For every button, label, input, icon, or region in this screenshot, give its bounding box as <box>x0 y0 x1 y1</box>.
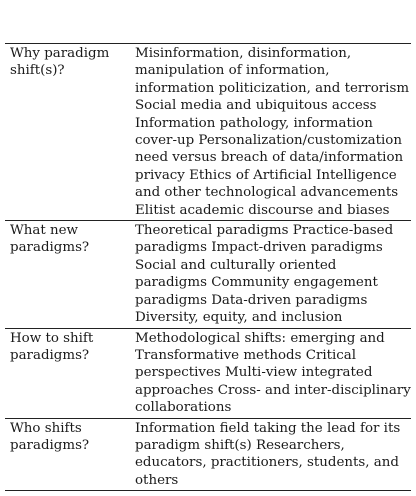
row-question: What new paradigms? <box>10 223 90 256</box>
table-row <box>5 419 411 492</box>
paradigm-shift-table <box>5 43 411 491</box>
row-question: Why paradigm shift(s)? <box>10 46 110 79</box>
row-answer: Information field taking the lead for its paradigm shift(s) Researchers, educators, practitioners, students, and others <box>135 420 401 488</box>
table-row <box>5 44 411 221</box>
row-answer: Theoretical paradigms Practice-based paradigms Impact-driven paradigms Social and culturally oriented paradigms Community engagement paradigms Data-driven paradigms Diversity, equity, and inclusion <box>135 223 394 326</box>
row-question: Who shifts paradigms? <box>10 420 90 453</box>
row-answer: Methodological shifts: emerging and Transformative methods Critical perspectives Multi-view integrated approaches Cross- and inter-disciplinary collaborations <box>135 330 411 416</box>
table-row <box>5 221 411 328</box>
row-question: How to shift paradigms? <box>10 330 94 363</box>
table-row <box>5 329 411 419</box>
row-answer: Misinformation, disinformation, manipulation of information, information politicization, and terrorism Social media and ubiquitous access Information pathology, information cover-up Personalization/customization need versus breach of data/information privacy Ethics of Artificial Intelligence and other technological advancements Elitist academic discourse and biases <box>135 46 410 218</box>
